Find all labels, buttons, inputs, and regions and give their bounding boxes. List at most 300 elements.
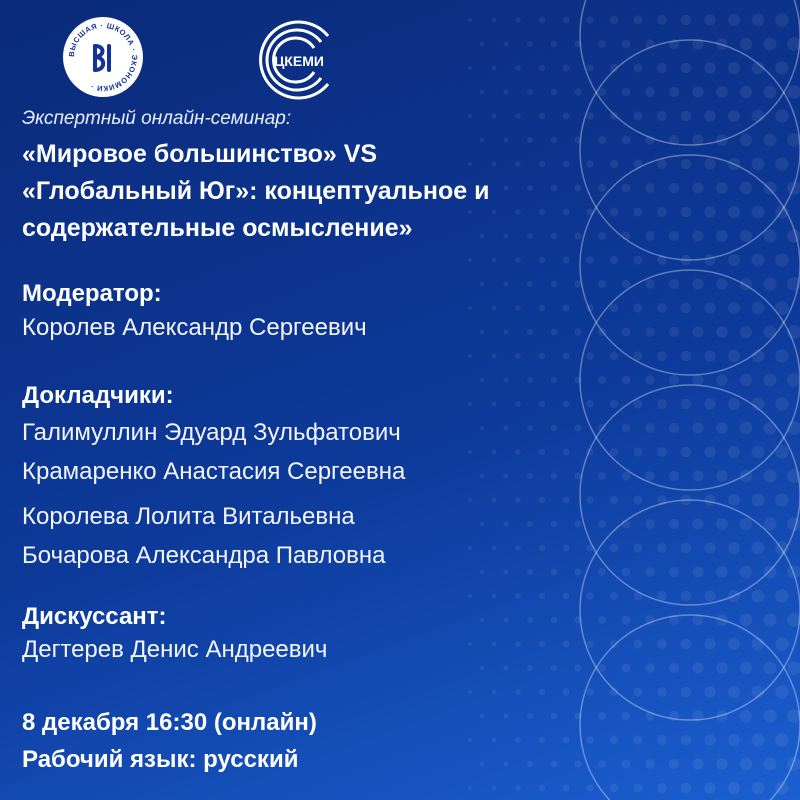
decor-dot (775, 637, 788, 650)
decor-dot (704, 398, 715, 409)
decor-dot (610, 256, 618, 264)
decor-dot (716, 230, 728, 242)
decor-dot (669, 279, 679, 289)
decor-dot (574, 376, 581, 383)
decor-dot (504, 714, 509, 719)
seminar-title (22, 136, 622, 247)
decor-dot (515, 785, 520, 790)
decor-dot (598, 664, 606, 672)
decor-dot (681, 303, 692, 314)
decor-dot (504, 330, 509, 335)
decor-dot (504, 90, 509, 95)
decor-dot (586, 112, 594, 120)
decor-dot (634, 16, 643, 25)
decor-dot (574, 40, 581, 47)
decor-dot (775, 541, 788, 554)
decor-dot (645, 519, 654, 528)
decor-dot (669, 471, 679, 481)
decor-dot (681, 639, 692, 650)
decor-circle (580, 615, 800, 800)
decor-dot (527, 377, 533, 383)
decor-dot (563, 353, 570, 360)
decor-dot (728, 398, 740, 410)
decor-dot (527, 89, 533, 95)
decor-dot (787, 421, 800, 435)
decor-dot (704, 494, 715, 505)
decor-dot (657, 687, 667, 697)
decor-dot (787, 373, 800, 387)
decor-dot (480, 474, 484, 478)
decor-dot (775, 61, 788, 74)
decor-dot (622, 472, 631, 481)
decor-dot (515, 353, 520, 358)
decor-dot (634, 544, 643, 553)
decor-dot (669, 759, 679, 769)
decor-dot (775, 253, 788, 266)
decor-dot (728, 590, 740, 602)
speaker-name: Галимуллин Эдуард Зульфатович (22, 419, 401, 446)
decor-dot (586, 640, 594, 648)
decor-circle (580, 270, 800, 490)
decor-dot (669, 135, 679, 145)
decor-dot (657, 783, 667, 793)
decor-dot (515, 401, 520, 406)
decor-dot (645, 135, 654, 144)
decor-dot (504, 522, 509, 527)
title-line: «Мировое большинство» VS (22, 140, 378, 168)
decor-dot (669, 663, 679, 673)
decor-dot (693, 663, 704, 674)
decor-dot (515, 641, 520, 646)
decor-dot (634, 592, 643, 601)
decor-dot (657, 639, 667, 649)
decor-dot (574, 280, 581, 287)
decor-dot (775, 301, 788, 314)
decor-dot (764, 518, 777, 531)
decor-dot (515, 737, 520, 742)
decor-dot (645, 711, 654, 720)
decor-dot (657, 447, 667, 457)
decor-dot (468, 690, 472, 694)
decor-dot (752, 350, 765, 363)
decor-dot (752, 782, 765, 795)
decor-dot (728, 446, 740, 458)
decor-dot (492, 114, 497, 119)
decor-dot (539, 257, 545, 263)
decor-dot (716, 182, 728, 194)
decor-dot (693, 711, 704, 722)
decor-dot (492, 450, 497, 455)
decor-dot (480, 282, 484, 286)
decor-dot (787, 613, 800, 627)
decor-dot (704, 734, 715, 745)
speaker-name: Крамаренко Анастасия Сергеевна (22, 458, 406, 485)
decor-dot (551, 569, 558, 576)
decor-dot (657, 207, 667, 217)
decor-dot (775, 157, 788, 170)
decor-dot (515, 593, 520, 598)
decor-dot (504, 426, 509, 431)
decor-dot (492, 642, 497, 647)
decor-dot (740, 86, 752, 98)
decor-dot (693, 183, 704, 194)
decor-dot (504, 618, 509, 623)
decor-dot (492, 546, 497, 551)
decor-dot (764, 470, 777, 483)
decor-dot (622, 520, 631, 529)
decor-dot (492, 690, 497, 695)
decor-dot (634, 496, 643, 505)
decor-dot (622, 280, 631, 289)
decor-dot (551, 617, 558, 624)
decor-dot (657, 543, 667, 553)
decor-dot (693, 87, 704, 98)
decor-dot (681, 687, 692, 698)
decor-dot (563, 257, 570, 264)
decor-dot (716, 518, 728, 530)
decor-dot (681, 207, 692, 218)
decor-dot (657, 63, 667, 73)
decor-dot (574, 712, 581, 719)
decor-dot (693, 327, 704, 338)
decor-dot (539, 737, 545, 743)
decor-dot (539, 65, 545, 71)
decor-dot (645, 423, 654, 432)
decor-dot (468, 786, 472, 790)
decor-dot (716, 614, 728, 626)
decor-dot (704, 14, 715, 25)
decor-dot (728, 494, 740, 506)
decor-dot (669, 39, 679, 49)
title-line: «Глобальный Юг»: концептуальное и (22, 177, 490, 205)
decor-dot (775, 349, 788, 362)
decor-dot (586, 304, 594, 312)
decor-dot (634, 448, 643, 457)
decor-dot (563, 113, 570, 120)
decor-dot (728, 158, 740, 170)
decor-dot (539, 449, 545, 455)
decor-dot (598, 712, 606, 720)
decor-dot (716, 758, 728, 770)
decor-dot (492, 354, 497, 359)
decor-dot (728, 110, 740, 122)
decor-dot (610, 544, 618, 552)
decor-dot (657, 303, 667, 313)
decor-dot (563, 401, 570, 408)
decor-dot (504, 282, 509, 287)
decor-dot (728, 62, 740, 74)
decor-dot (787, 469, 800, 483)
decor-dot (693, 519, 704, 530)
decor-dot (645, 759, 654, 768)
decor-dot (574, 616, 581, 623)
speaker-name: Королева Лолита Витальевна (22, 503, 355, 530)
decor-dot (704, 782, 715, 793)
decor-dot (492, 786, 497, 791)
decor-circle (580, 385, 800, 605)
decor-dot (551, 329, 558, 336)
decor-dot (610, 16, 618, 24)
decor-dot (787, 229, 800, 243)
decor-dot (551, 425, 558, 432)
decor-dot (598, 328, 606, 336)
decor-dot (480, 378, 484, 382)
decor-dot (539, 305, 545, 311)
decor-dot (598, 40, 606, 48)
decor-dot (551, 377, 558, 384)
decor-dot (752, 398, 765, 411)
decor-dot (480, 522, 484, 526)
decor-dot (716, 470, 728, 482)
decor-dot (787, 709, 800, 723)
decor-dot (645, 327, 654, 336)
decor-dot (622, 232, 631, 241)
decor-dot (515, 113, 520, 118)
decor-dot (622, 568, 631, 577)
decor-dot (681, 399, 692, 410)
decor-dot (586, 496, 594, 504)
decor-dot (515, 689, 520, 694)
decor-dot (586, 16, 594, 24)
decor-dot (551, 713, 558, 720)
decor-dot (574, 568, 581, 575)
decor-dot (740, 662, 752, 674)
decor-dot (716, 662, 728, 674)
decor-dot (704, 446, 715, 457)
decor-dot (563, 689, 570, 696)
decor-dot (728, 206, 740, 218)
decor-dot (610, 640, 618, 648)
decor-dot (693, 759, 704, 770)
decor-dot (728, 686, 740, 698)
decor-dot (775, 733, 788, 746)
decor-dot (764, 614, 777, 627)
decor-dot (704, 686, 715, 697)
decor-dot (764, 230, 777, 243)
decor-dot (574, 88, 581, 95)
decor-dot (622, 376, 631, 385)
decor-dot (740, 278, 752, 290)
event-language: Рабочий язык: русский (22, 746, 299, 773)
decor-dot (610, 304, 618, 312)
decor-dot (468, 450, 472, 454)
decor-dot (728, 734, 740, 746)
decor-dot (704, 254, 715, 265)
decor-dot (551, 761, 558, 768)
decor-dot (586, 400, 594, 408)
decor-dot (586, 256, 594, 264)
decor-dot (586, 592, 594, 600)
decor-dot (598, 520, 606, 528)
decor-dot (504, 570, 509, 575)
decor-dot (728, 350, 740, 362)
decor-dot (468, 66, 472, 70)
decor-dot (704, 206, 715, 217)
speaker-name: Бочарова Александра Павловна (22, 542, 386, 569)
decor-dot (752, 542, 765, 555)
decor-dot (704, 302, 715, 313)
decor-dot (610, 352, 618, 360)
decor-dot (787, 565, 800, 579)
decor-dot (515, 17, 520, 22)
decor-dot (539, 641, 545, 647)
decor-dot (634, 208, 643, 217)
decor-dot (704, 542, 715, 553)
decor-dot (492, 66, 497, 71)
decor-dot (657, 159, 667, 169)
decor-dot (704, 590, 715, 601)
decor-dot (752, 302, 765, 315)
decor-dot (693, 471, 704, 482)
decor-dot (704, 638, 715, 649)
decor-dot (716, 278, 728, 290)
decor-dot (752, 254, 765, 267)
decor-dot (551, 89, 558, 96)
decor-circle (580, 0, 800, 145)
decor-dot (669, 231, 679, 241)
ckemi-logo (252, 14, 344, 106)
decor-dot (563, 17, 570, 24)
decor-dot (610, 64, 618, 72)
decor-dot (681, 447, 692, 458)
decor-dot (764, 182, 777, 195)
decor-dot (775, 445, 788, 458)
decor-dot (634, 736, 643, 745)
decor-dot (704, 350, 715, 361)
decor-dot (657, 495, 667, 505)
decor-dot (669, 711, 679, 721)
decor-dot (634, 352, 643, 361)
decor-dot (657, 399, 667, 409)
decor-dot (634, 640, 643, 649)
decor-dot (622, 136, 631, 145)
decor-dot (728, 14, 740, 26)
decor-dot (775, 781, 788, 794)
decor-dot (551, 281, 558, 288)
decor-dot (610, 784, 618, 792)
decor-dot (645, 87, 654, 96)
decor-dot (634, 304, 643, 313)
decor-dot (468, 738, 472, 742)
decor-dot (563, 641, 570, 648)
decor-dot (622, 40, 631, 49)
decor-dot (574, 760, 581, 767)
decor-dot (693, 375, 704, 386)
decor-dot (681, 351, 692, 362)
decor-dot (492, 306, 497, 311)
decor-dot (752, 494, 765, 507)
decor-dot (681, 63, 692, 74)
decor-dot (622, 760, 631, 769)
decor-dot (787, 85, 800, 99)
decor-dot (740, 38, 752, 50)
decor-dot (716, 422, 728, 434)
decor-dot (563, 305, 570, 312)
decor-dot (634, 256, 643, 265)
decor-dot (480, 618, 484, 622)
decor-dot (598, 280, 606, 288)
decor-dot (681, 783, 692, 794)
decor-dot (527, 281, 533, 287)
decor-dot (704, 110, 715, 121)
decor-dot (622, 184, 631, 193)
decor-dot (574, 328, 581, 335)
decor-dot (480, 762, 484, 766)
decor-dot (610, 592, 618, 600)
decor-dot (752, 446, 765, 459)
decor-dot (504, 42, 509, 47)
decor-dot (539, 545, 545, 551)
seminar-subtitle: Экспертный онлайн-семинар: (22, 108, 292, 129)
decor-dot (622, 712, 631, 721)
decor-dot (752, 638, 765, 651)
decor-dot (681, 255, 692, 266)
decor-dot (740, 470, 752, 482)
decor-dot (752, 686, 765, 699)
decor-dot (527, 713, 533, 719)
decor-dot (527, 41, 533, 47)
decor-dot (669, 327, 679, 337)
decor-dot (775, 397, 788, 410)
decor-dot (764, 758, 777, 771)
decor-dot (740, 518, 752, 530)
decor-dot (551, 41, 558, 48)
decor-dot (504, 666, 509, 671)
decor-dot (634, 160, 643, 169)
decor-dot (787, 37, 800, 51)
decor-dot (598, 616, 606, 624)
decor-dot (586, 448, 594, 456)
decor-dot (574, 520, 581, 527)
decor-dot (563, 545, 570, 552)
moderator-name: Королев Александр Сергеевич (22, 314, 367, 341)
decor-dot (515, 449, 520, 454)
decor-dot (468, 402, 472, 406)
decor-dot (574, 664, 581, 671)
decor-dot (716, 86, 728, 98)
decor-dot (515, 257, 520, 262)
decor-dot (515, 65, 520, 70)
decor-dot (681, 495, 692, 506)
decor-dot (740, 566, 752, 578)
decor-dot (740, 134, 752, 146)
decor-dot (752, 158, 765, 171)
decor-dot (716, 566, 728, 578)
decor-dot (669, 615, 679, 625)
decor-dot (622, 424, 631, 433)
decor-dot (480, 570, 484, 574)
decor-dot (610, 400, 618, 408)
decor-dot (752, 734, 765, 747)
decor-dot (716, 374, 728, 386)
decor-dot (598, 568, 606, 576)
hse-logo-text: ВЫСШАЯ · ШКОЛА · ЭКОНОМИКИ · (66, 20, 140, 94)
decor-dot (515, 305, 520, 310)
discussant-name: Дегтерев Денис Андреевич (22, 636, 328, 663)
decor-dot (740, 422, 752, 434)
decor-dot (527, 329, 533, 335)
decor-dot (693, 615, 704, 626)
decor-dot (728, 254, 740, 266)
decor-dot (586, 736, 594, 744)
decor-dot (551, 473, 558, 480)
decor-dot (740, 758, 752, 770)
decor-dot (527, 425, 533, 431)
decor-dot (539, 401, 545, 407)
decor-dot (787, 277, 800, 291)
decor-dot (598, 88, 606, 96)
decor-dot (634, 400, 643, 409)
